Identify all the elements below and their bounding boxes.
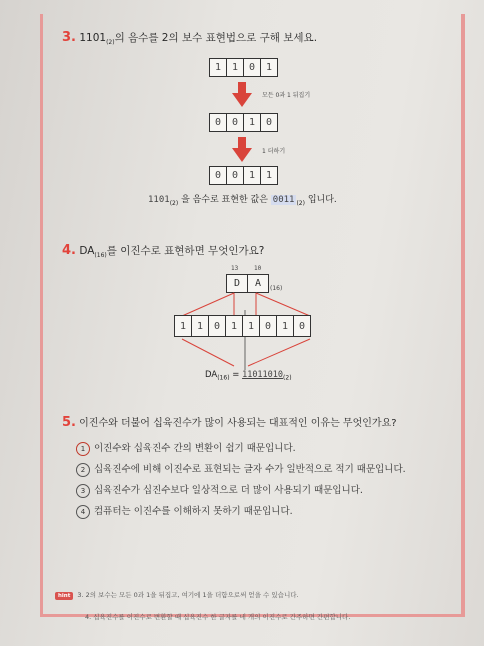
question-4-text-a: DA: [79, 245, 95, 257]
hex-subscript: (16): [270, 285, 283, 292]
question-3-subscript: (2): [106, 39, 115, 47]
down-arrow-icon: [232, 82, 252, 108]
note-add-one: 1 더하기: [262, 148, 286, 155]
bit-box: 0: [208, 315, 225, 337]
option-3[interactable]: [76, 482, 363, 498]
option-number-4: 4: [76, 505, 90, 519]
question-5: [62, 414, 397, 430]
question-3-text-b: 의 음수를 2의 보수 표현법으로 구해 보세요.: [114, 32, 318, 44]
bit-box: 0: [209, 166, 226, 185]
option-3-text: 십육진수가 십진수보다 일상적으로 더 많이 사용되기 때문입니다.: [94, 485, 363, 496]
hint-text-1: 3. 2의 보수는 모든 0과 1을 뒤집고, 여기에 1을 더함으로써 얻을 수 있습니다.: [77, 591, 299, 599]
question-3: [62, 30, 317, 46]
option-2[interactable]: [76, 461, 406, 477]
question-3-answer: [148, 192, 337, 207]
bit-box: 1: [225, 315, 242, 337]
hint-line-1: [55, 590, 299, 599]
bit-row-flipped: [209, 113, 278, 132]
question-5-text: 이진수와 더불어 십육진수가 많이 사용되는 대표적인 이유는 무엇인가요?: [79, 418, 397, 429]
bit-box: 1: [243, 113, 260, 132]
bit-box: 1: [243, 166, 260, 185]
note-flip: 모든 0과 1 뒤집기: [262, 92, 311, 99]
bit-box: 0: [226, 113, 243, 132]
answer-highlight: 0011: [272, 195, 295, 205]
result-hex: DA: [205, 370, 218, 380]
option-2-text: 십육진수에 비해 이진수로 표현되는 글자 수가 일반적으로 적기 때문입니다.: [94, 464, 406, 475]
bit-box: 0: [209, 113, 226, 132]
bit-box: 1: [226, 58, 243, 77]
bit-row-result: [209, 166, 278, 185]
bit-box: 1: [191, 315, 208, 337]
answer-value-a: 1101: [148, 195, 170, 205]
option-number-3: 3: [76, 484, 90, 498]
question-4: [62, 243, 264, 259]
option-1-text: 이진수와 십육진수 간의 변환이 쉽기 때문입니다.: [94, 443, 296, 454]
question-4-number: 4.: [62, 243, 76, 258]
label-10: 10: [254, 265, 262, 272]
down-arrow-icon: [232, 137, 252, 163]
option-4-text: 컴퓨터는 이진수를 이해하지 못하기 때문입니다.: [94, 506, 293, 517]
bit-box: 0: [293, 315, 311, 337]
answer-text: 을 음수로 표현한 값은: [181, 195, 268, 205]
bit-box: 0: [226, 166, 243, 185]
label-13: 13: [231, 265, 239, 272]
bit-box: 0: [260, 113, 278, 132]
question-3-text-a: 1101: [79, 32, 107, 44]
result-equals: =: [232, 370, 240, 380]
answer-sub-a: (2): [169, 199, 179, 207]
bit-row-original: [209, 58, 278, 77]
bit-box: 1: [242, 315, 259, 337]
bit-box: 0: [243, 58, 260, 77]
hex-box: A: [247, 274, 269, 293]
question-4-subscript: (16): [94, 252, 107, 260]
answer-end: 입니다.: [307, 195, 337, 205]
question-4-text-b: 를 이진수로 표현하면 무엇인가요?: [106, 245, 265, 257]
result-binary: 11011010: [242, 370, 284, 380]
binary-row: [174, 315, 311, 337]
question-5-number: 5.: [62, 415, 76, 430]
answer-sub-b: (2): [296, 199, 305, 207]
hint-line-2: 4. 십육진수를 이진수로 변환할 때 십육진수 한 글자를 네 개의 이진수로 간주하면 간편합니다.: [85, 613, 351, 621]
bit-box: 1: [276, 315, 293, 337]
question-4-result: [205, 370, 292, 382]
bit-box: 1: [174, 315, 191, 337]
bit-box: 1: [209, 58, 226, 77]
hex-box: D: [226, 274, 247, 293]
bit-box: 1: [260, 166, 278, 185]
result-hex-sub: (16): [217, 374, 230, 382]
question-3-number: 3.: [62, 30, 76, 45]
option-1[interactable]: [76, 440, 296, 456]
option-4[interactable]: [76, 503, 293, 519]
option-number-1: 1: [76, 442, 90, 456]
option-number-2: 2: [76, 463, 90, 477]
bit-box: 1: [260, 58, 278, 77]
hint-tag: hint: [55, 592, 73, 600]
bit-box: 0: [259, 315, 276, 337]
result-binary-sub: (2): [283, 374, 292, 382]
